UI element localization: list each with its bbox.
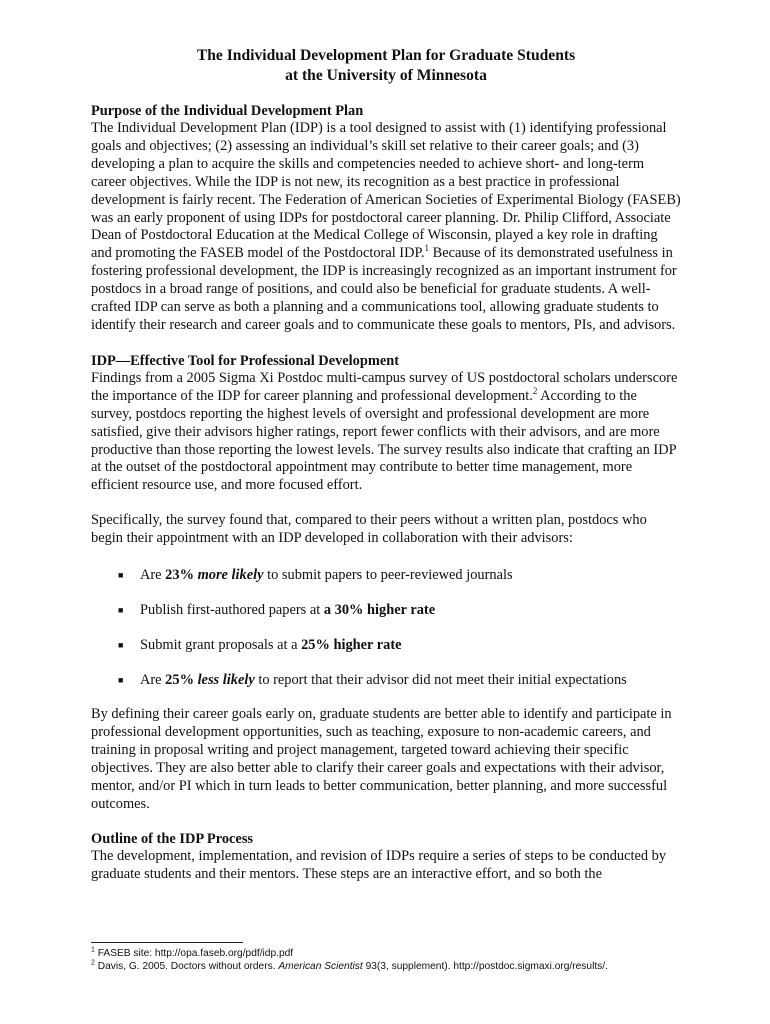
list-item	[91, 636, 681, 654]
section-heading-effective-tool: IDP—Effective Tool for Professional Development	[91, 352, 400, 369]
paragraph-specifically: Specifically, the survey found that, compared to their peers without a written plan, postdocs who begin their appointment with an IDP developed in collaboration with their advisors:	[91, 512, 647, 547]
list-emphasis-italic: more likely	[197, 567, 264, 584]
bullet-square-icon: ■	[118, 605, 124, 616]
list-emphasis: 25% higher rate	[301, 637, 402, 654]
bullet-square-icon: ■	[118, 675, 124, 686]
footnote-2	[91, 960, 681, 973]
list-item	[91, 601, 681, 619]
paragraph-text: Because of its demonstrated usefulness in fostering professional development, the IDP is increasingly recognized as an important instrument for postdocs in a broad range of positions, and could also be beneficial for graduate students. A well-crafted IDP can serve as both a planning and a communications tool, allowing graduate students to identify their research and career goals and to communicate these goals to mentors, PIs, and advisors.	[91, 245, 677, 333]
footnote-text: Davis, G. 2005. Doctors without orders.	[94, 961, 279, 972]
list-text: Are	[140, 567, 166, 584]
bullet-square-icon: ■	[118, 640, 124, 651]
footnote-journal: American Scientist	[278, 961, 363, 972]
list-item	[91, 566, 681, 584]
section-heading-outline: Outline of the IDP Process	[91, 831, 254, 848]
list-emphasis: a 30% higher rate	[323, 602, 436, 619]
paragraph-purpose	[91, 120, 681, 335]
footnote-1	[91, 947, 681, 960]
list-text: Submit grant proposals at a	[140, 637, 302, 654]
list-text: to submit papers to peer-reviewed journals	[263, 567, 513, 584]
document-title	[91, 46, 681, 86]
title-line-2: at the University of Minnesota	[285, 67, 487, 84]
footnote-ref-1: 1	[424, 243, 429, 254]
list-text: Are	[140, 672, 166, 689]
paragraph-text: According to the survey, postdocs reporting the highest levels of oversight and professional development are more satisfied, give their advisors higher ratings, report fewer conflicts with their advisors, and are more productive than those reporting the lowest levels. The survey results also indicate that crafting an IDP at the outset of the postdoctoral appointment may contribute to better time management, more efficient resource use, and more focused effort.	[91, 387, 677, 494]
list-emphasis-italic: less likely	[197, 672, 255, 689]
paragraph-text: The Individual Development Plan (IDP) is a tool designed to assist with (1) identifying professional goals and objectives; (2) assessing an individual’s skill set relative to their career goals; and (3) developing a plan to acquire the skills and competencies needed to achieve short- and long-term career objectives. While the IDP is not new, its recognition as a best practice in professional development is fairly recent. The Federation of American Societies of Experimental Biology (FASEB) was an early proponent of using IDPs for postdoctoral career planning. Dr. Philip Clifford, Associate Dean of Postdoctoral Education at the Medical College of Wisconsin, played a key role in drafting and promoting the FASEB model of the Postdoctoral IDP.	[91, 120, 681, 262]
findings-list	[91, 566, 681, 689]
list-item	[91, 671, 681, 689]
bullet-square-icon: ■	[118, 570, 124, 581]
footnote-divider	[91, 942, 243, 943]
footnote-number: 1	[91, 946, 95, 954]
section-heading-purpose: Purpose of the Individual Development Plan	[91, 103, 364, 119]
paragraph-text: Findings from a 2005 Sigma Xi Postdoc multi-campus survey of US postdoctoral scholars underscore the importance of the IDP for career planning and professional development.	[91, 369, 678, 404]
paragraph-career-goals: By defining their career goals early on, graduate students are better able to identify and participate in professional development opportunities, such as teaching, exposure to non-academic careers, and training in proposal writing and project management, targeted toward achieving their specific objectives. They are also better able to clarify their career goals and expectations with their advisor, mentor, and/or PI which in turn leads to better communication, better planning, and more successful outcomes.	[91, 706, 672, 812]
document-page	[91, 46, 681, 901]
list-text: to report that their advisor did not meet their initial expectations	[254, 672, 627, 689]
list-emphasis: 25%	[165, 672, 194, 689]
footnotes	[91, 942, 681, 973]
paragraph-findings	[91, 370, 681, 495]
footnote-text: 93(3, supplement). http://postdoc.sigmaxi.org/results/.	[362, 961, 608, 972]
footnote-number: 2	[91, 959, 95, 967]
list-emphasis: 23%	[165, 567, 194, 584]
list-text: Publish first-authored papers at	[140, 602, 324, 619]
footnote-ref-2: 2	[532, 385, 538, 396]
footnote-text: FASEB site: http://opa.faseb.org/pdf/idp.pdf	[94, 948, 294, 959]
paragraph-outline: The development, implementation, and revision of IDPs require a series of steps to be conducted by graduate students and their mentors. These steps are an interactive effort, and so both the	[91, 848, 667, 883]
title-line-1: The Individual Development Plan for Graduate Students	[196, 47, 576, 64]
